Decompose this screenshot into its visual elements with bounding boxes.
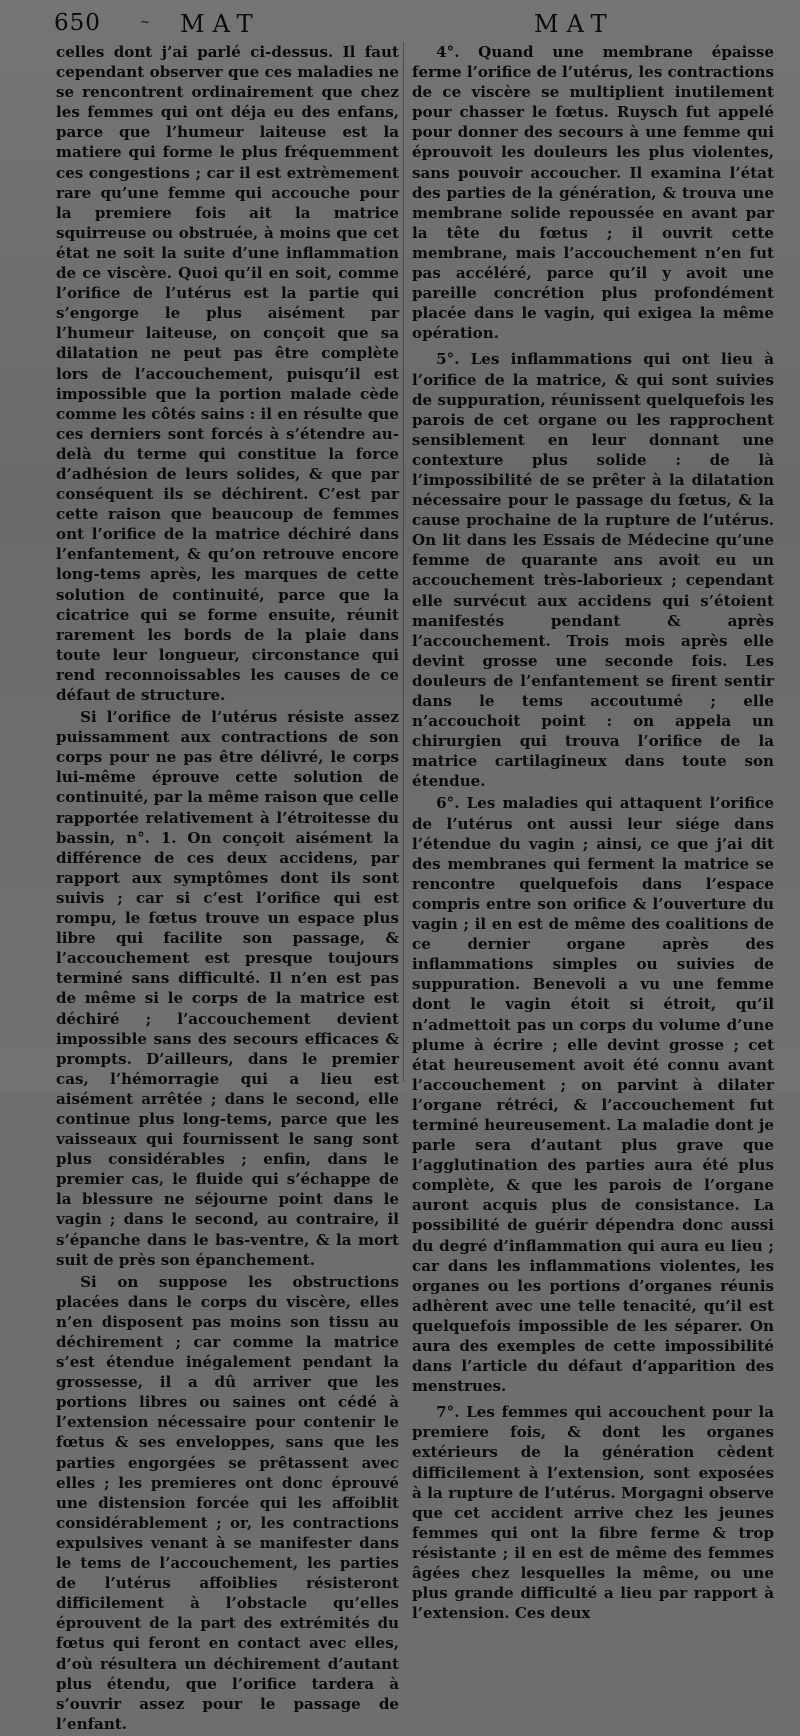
paragraph: celles dont j’ai parlé ci-dessus. Il faut cependant observer que ces maladies ne se rencontrent ordinairement que chez les femmes qui ont déja eu des enfans, parce que l’humeur laiteuse est la matiere qui forme le plus fréquemment ces congestions ; car il est extrèmement rare qu’une femme qui accouche pour la premiere fois ait la matrice squirreuse ou obstruée, à moins que cet état ne soit la suite d’une inflammation de ce viscère. Quoi qu’il en soit, comme l’orifice de l’utérus est la partie qui s’engorge le plus aisément par l’humeur laiteuse, on conçoit que sa dilatation ne peut pas être complète lors de l’accouchement, puisqu’il est impossible que la portion malade cède comme les côtés sains : il en résulte que ces derniers sont forcés à s’étendre au-delà du terme qui constitue la force d’adhésion de leurs solides, & que par conséquent ils se déchirent. C’est par cette raison que beaucoup de femmes ont l’orifice de la matrice déchiré dans l’enfantement, & qu’on retrouve encore long-tems après, les marques de cette solution de continuité, parce que la cicatrice qui se forme ensuite, réunit rarement les bords de la plaie dans toute leur longueur, circonstance qui rend reconnoissables les causes de ce défaut de structure. [56, 43, 399, 704]
column-divider [403, 42, 404, 1082]
paragraph: Si l’orifice de l’utérus résiste assez puissamment aux contractions de son corps pour ne pas être délivré, le corps lui-même éprouve cette solution de continuité, par la même raison que celle rapportée relativement à l’étroitesse du bassin, n°. 1. On conçoit aisément la différence de ces deux accidens, par rapport aux symptômes dont ils sont suivis ; car si c’est l’orifice qui est rompu, le fœtus trouve un espace plus libre qui facilite son passage, & l’accouchement est presque toujours terminé sans difficulté. Il n’en est pas de même si le corps de la matrice est déchiré ; l’accouchement devient impossible sans des secours efficaces & prompts. D’ailleurs, dans le premier cas, l’hémorragie qui a lieu est aisément arrêtée ; dans le second, elle continue plus long-tems, parce que les vaisseaux qui fournissent le sang sont plus considérables ; enfin, dans le premier cas, le fluide qui s’échappe de la blessure ne séjourne point dans le vagin ; dans le second, au contraire, il s’épanche dans le bas-ventre, & la mort suit de près son épanchement. [56, 708, 399, 1269]
running-head-left: MAT [180, 10, 261, 38]
paragraph: Si on suppose les obstructions placées dans le corps du viscère, elles n’en disposent pas moins son tissu au déchirement ; car comme la matrice s’est étendue inégalement pendant la grossesse, il a dû arriver que les portions libres ou saines ont cédé à l’extension nécessaire pour contenir le fœtus & ses enveloppes, sans que les parties engorgées se prêtassent avec elles ; les premieres ont donc éprouvé une distension forcée qui les affoiblit considérablement ; or, les contractions expulsives venant à se manifester dans le tems de l’accouchement, les parties de l’utérus affoiblies résisteront difficilement à l’obstacle qu’elles éprouvent de la part des extrémités du fœtus qui feront en contact avec elles, d’où résultera un déchirement d’autant plus étendu, que l’orifice tardera à s’ouvrir assez pour le passage de l’enfant. [56, 1272, 399, 1733]
paragraph: 7°. Les femmes qui accouchent pour la premiere fois, & dont les organes extérieurs de la génération cèdent difficilement à l’extension, sont exposées à la rupture de l’utérus. Morgagni observe que cet accident arrive chez les jeunes femmes qui ont la fibre ferme & trop résistante ; il en est de même des femmes âgées chez lesquelles la même, ou une plus grande difficulté a lieu par rapport à l’extension. Ces deux [412, 1403, 774, 1623]
page-number: 650 [54, 10, 101, 36]
paragraph: 6°. Les maladies qui attaquent l’orifice de l’utérus ont aussi leur siége dans l’étendue du vagin ; ainsi, ce que j’ai dit des membranes qui ferment la matrice se rencontre quelquefois dans l’espace compris entre son orifice & l’ouverture du vagin ; il en est de même des coalitions de ce dernier organe après des inflammations simples ou suivies de suppuration. Benevoli a vu une femme dont le vagin étoit si étroit, qu’il n’admettoit pas un corps du volume d’une plume à écrire ; elle devint grosse ; cet état heureusement avoit été connu avant l’accouchement ; on parvint à dilater l’organe rétréci, & l’accouchement fut terminé heureusement. La maladie dont je parle sera d’autant plus grave que l’agglutination des parties aura été plus complète, & que les parois de l’organe auront acquis plus de consistance. La possibilité de guérir dépendra donc aussi du degré d’inflammation qui aura eu lieu ; car dans les inflammations violentes, les organes ou les portions d’organes réunis adhèrent avec une telle tenacité, qu’il est quelquefois impossible de les séparer. On aura des exemples de cette impossibilité dans l’article du défaut d’apparition des menstrues. [412, 794, 774, 1396]
page-header [0, 6, 800, 40]
left-column [56, 42, 399, 1736]
right-column [412, 42, 774, 1625]
paragraph: 5°. Les inflammations qui ont lieu à l’orifice de la matrice, & qui sont suivies de suppuration, réunissent quelquefois les parois de cet organe ou les rapprochent sensiblement en leur donnant une contexture plus solide : de là l’impossibilité de se prêter à la dilatation nécessaire pour le passage du fœtus, & la cause prochaine de la rupture de l’utérus. On lit dans les Essais de Médecine qu’une femme de quarante ans avoit eu un accouchement très-laborieux ; cependant elle survécut aux accidens qui s’étoient manifestés pendant & après l’accouchement. Trois mois après elle devint grosse une seconde fois. Les douleurs de l’enfantement se firent sentir dans le tems accoutumé ; elle n’accouchoit point : on appela un chirurgien qui trouva l’orifice de la matrice cartilagineux dans toute son étendue. [412, 350, 774, 791]
paragraph: 4°. Quand une membrane épaisse ferme l’orifice de l’utérus, les contractions de ce viscère se multiplient inutilement pour chasser le fœtus. Ruysch fut appelé pour donner des secours à une femme qui éprouvoit les douleurs les plus violentes, sans pouvoir accoucher. Il examina l’état des parties de la génération, & trouva une membrane solide repoussée en avant par la tête du fœtus ; il ouvrit cette membrane, mais l’accouchement n’en fut pas accéléré, parce qu’il y avoit une pareille concrétion plus profondément placée dans le vagin, qui exigea la même opération. [412, 43, 774, 343]
ornament-icon: ~ [140, 15, 151, 29]
running-head-right: MAT [534, 10, 615, 38]
